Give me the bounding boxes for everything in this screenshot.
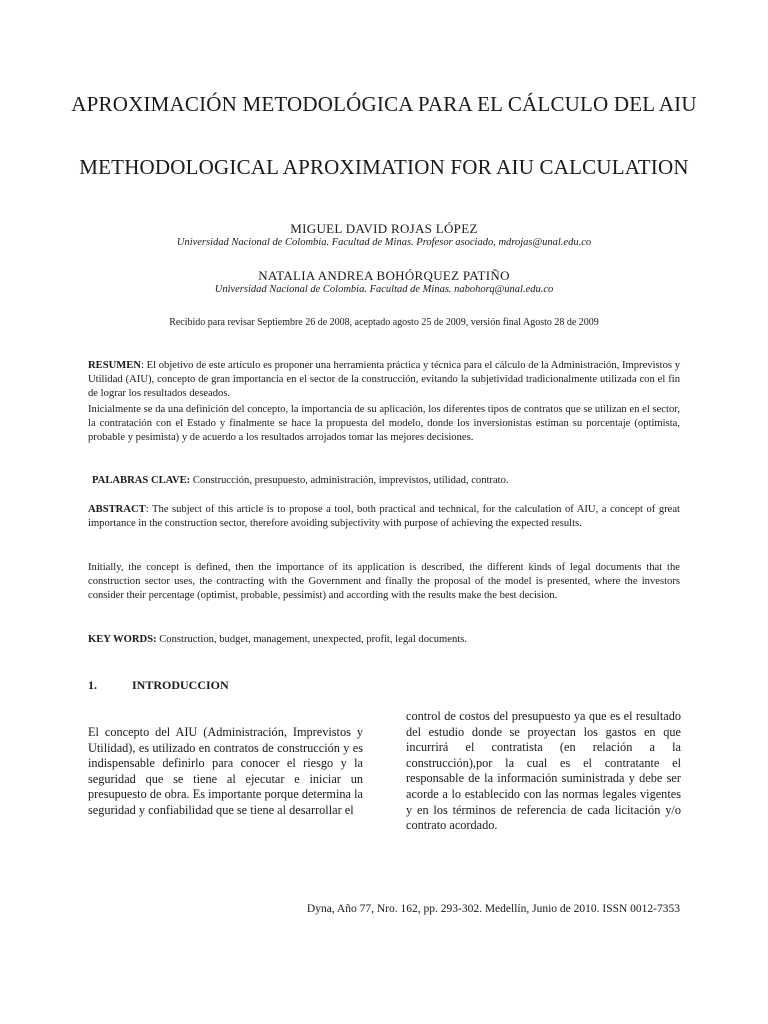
key-words-label: KEY WORDS: <box>88 634 157 645</box>
section-number: 1. <box>88 678 97 692</box>
abstract-paragraph-2: Initially, the concept is defined, then the importance of its application is described, the different kinds of legal documents that the construction sector uses, the contracting with the Government and finally the proposal of the model is presented, where the investors consider their percentage (optimist, probable, pessimist) and according with the results make the best decision. <box>88 562 680 601</box>
author-1-affiliation: Universidad Nacional de Colombia. Facultad de Minas. Profesor asociado, mdrojas@unal.edu.co <box>176 237 592 248</box>
journal-footer: Dyna, Año 77, Nro. 162, pp. 293-302. Medellín, Junio de 2010. ISSN 0012-7353 <box>306 903 680 915</box>
palabras-clave-label: PALABRAS CLAVE: <box>92 475 191 486</box>
resumen-paragraph-1 <box>88 359 680 401</box>
resumen-label: RESUMEN <box>88 360 141 371</box>
submission-dates: Recibido para revisar Septiembre 26 de 2008, aceptado agosto 25 de 2009, versión final Agosto 28 de 2009 <box>169 317 599 328</box>
intro-column-left: El concepto del AIU (Administración, Imprevistos y Utilidad), es utilizado en contratos de construcción y es indispensable definirlo para conocer el riesgo y la seguridad que se tiene al ejecutar e iniciar un presupuesto de obra. Es importante porque determina la seguridad y confiabilidad que se tiene al desarrollar el <box>88 725 363 817</box>
author-2-affiliation: Universidad Nacional de Colombia. Facultad de Minas. nabohorq@unal.edu.co <box>214 284 554 295</box>
section-heading-introduccion <box>88 678 229 693</box>
resumen-paragraph-2: Inicialmente se da una definición del concepto, la importancia de su aplicación, los diferentes tipos de contratos que se utilizan en el sector, la contratación con el Estado y finalmente se hace la propuesta del modelo, donde los inversionistas estiman su porcentaje (optimista, probable y pesimista) y de acuerdo a los resultados arrojados tomar las mejores decisiones. <box>88 404 680 443</box>
intro-column-right: control de costos del presupuesto ya que es el resultado del estudio donde se proyectan los gastos en que incurrirá el contratista (en relación a la construcción),por la cual es el contratante el responsable de la información suministrada y debe ser acorde a lo establecido con las normas legales vigentes y en los términos de referencia de cada licitación y/o contrato acordado. <box>406 709 681 833</box>
key-words-text: Construction, budget, management, unexpected, profit, legal documents. <box>156 634 467 645</box>
section-title: INTRODUCCION <box>132 678 229 692</box>
abstract-text-1: : The subject of this article is to propose a tool, both practical and technical, for the calculation of AIU, a concept of great importance in the construction sector, therefore avoiding subjectivity with purpose of achieving the expected results. <box>88 504 680 529</box>
palabras-clave <box>92 474 684 488</box>
title-english: METHODOLOGICAL APROXIMATION FOR AIU CALCULATION <box>79 155 689 179</box>
abstract-label: ABSTRACT <box>88 504 146 515</box>
palabras-clave-text: Construcción, presupuesto, administración, imprevistos, utilidad, contrato. <box>190 475 509 486</box>
abstract-paragraph-1 <box>88 503 680 531</box>
title-spanish: APROXIMACIÓN METODOLÓGICA PARA EL CÁLCULO DEL AIU <box>71 92 697 116</box>
author-1-name: MIGUEL DAVID ROJAS LÓPEZ <box>290 221 478 236</box>
key-words <box>88 633 680 647</box>
author-2-name: NATALIA ANDREA BOHÓRQUEZ PATIÑO <box>258 268 510 283</box>
resumen-text-1: : El objetivo de este artículo es proponer una herramienta práctica y técnica para el cálculo de la Administración, Imprevistos y Utilidad (AIU), concepto de gran importancia en el sector de la construcción, evitando la subjetividad tradicionalmente utilizada con el fin de lograr los resultados deseados. <box>88 360 680 399</box>
